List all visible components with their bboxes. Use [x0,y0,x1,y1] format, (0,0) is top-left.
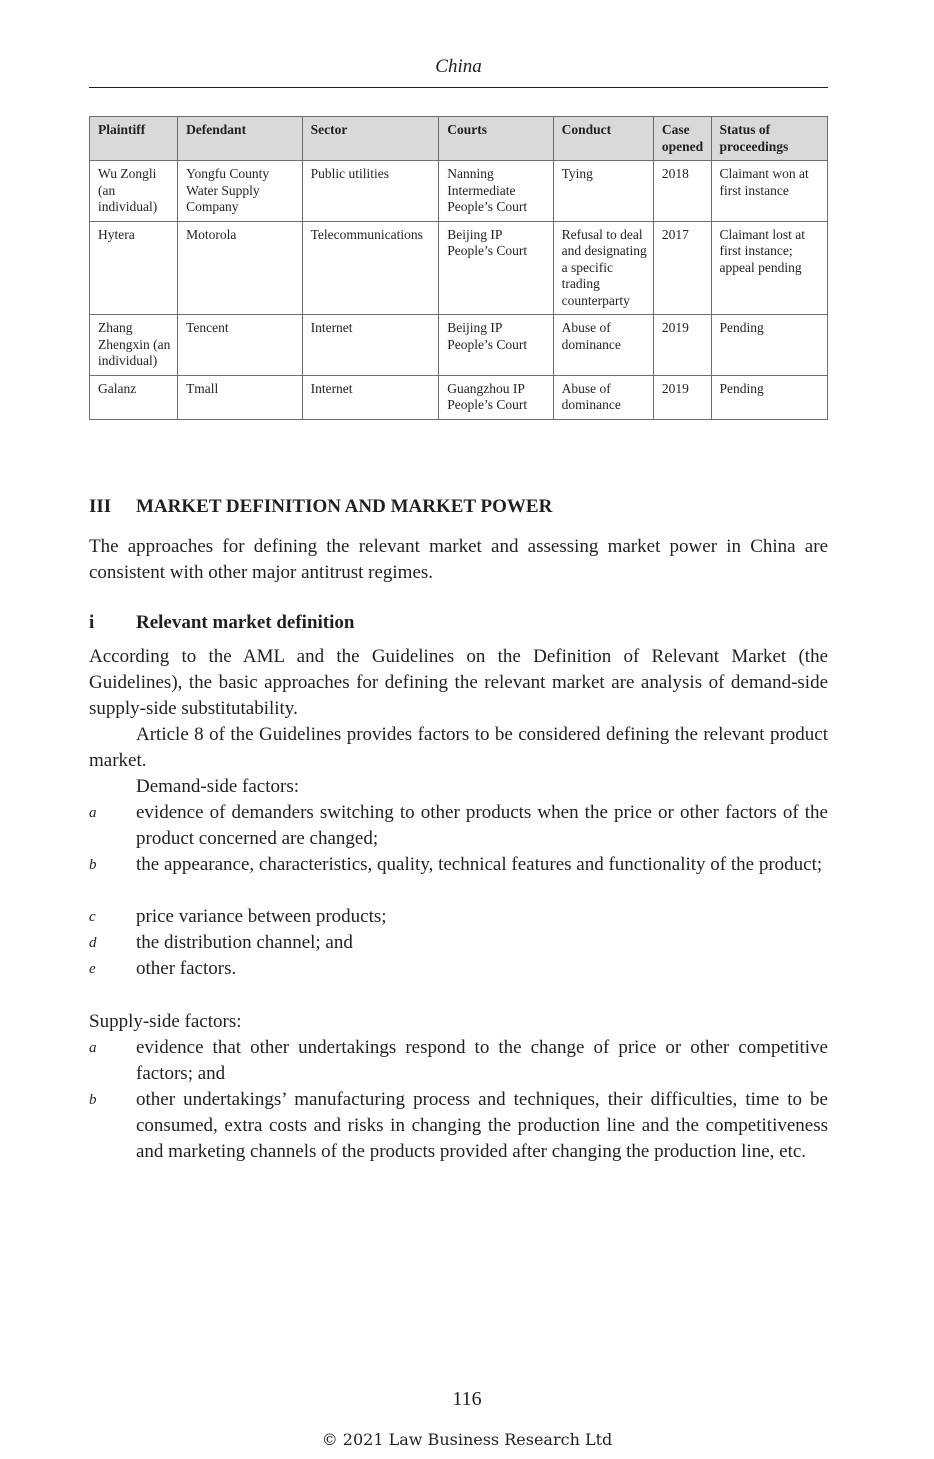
section-intro-paragraph: The approaches for defining the relevant market and assessing market power in China are consistent with other major antitrust regimes. [89,536,828,583]
list-item-text: the distribution channel; and [136,932,353,953]
table-cell: Refusal to deal and designating a specific trading counterparty [553,221,653,315]
table-cell: Claimant won at first instance [711,161,827,222]
subsection-number: i [89,612,95,633]
column-header-defendant: Defendant [178,117,303,161]
table-cell: 2018 [653,161,711,222]
table-cell: Motorola [178,221,303,315]
table-cell: Galanz [90,375,178,419]
column-header-status: Status of proceedings [711,117,827,161]
list-item-text: other factors. [136,958,237,979]
table-cell: Internet [302,315,439,376]
table-cell: Beijing IP People’s Court [439,221,553,315]
list-item-text: the appearance, characteristics, quality, technical features and functionality of the product; [136,854,823,875]
table-cell: Guangzhou IP People’s Court [439,375,553,419]
subsection-heading [89,612,354,634]
column-header-sector: Sector [302,117,439,161]
list-item [89,852,828,878]
table-header-row [90,117,828,161]
table-row [90,375,828,419]
table-cell: Public utilities [302,161,439,222]
cases-table [89,116,828,420]
table-row [90,161,828,222]
list-item [89,956,828,982]
list-marker: b [89,1092,97,1108]
table-cell: Telecommunications [302,221,439,315]
table-cell: Abuse of dominance [553,315,653,376]
list-item-text: evidence of demanders switching to other products when the price or other factors of the product concerned are changed; [136,802,828,849]
paragraph-guidelines: According to the AML and the Guidelines on the Definition of Relevant Market (the Guidelines), the basic approaches for defining the relevant market are analysis of demand-side supply-side substitutability. [89,646,828,719]
table-cell: Abuse of dominance [553,375,653,419]
table-cell: Claimant lost at first instance; appeal pending [711,221,827,315]
table-cell: Pending [711,315,827,376]
table-cell: Internet [302,375,439,419]
copyright-notice: © 2021 Law Business Research Ltd [321,1430,613,1449]
list-marker: b [89,857,97,873]
table-row [90,315,828,376]
column-header-courts: Courts [439,117,553,161]
column-header-plaintiff: Plaintiff [90,117,178,161]
section-title: MARKET DEFINITION AND MARKET POWER [136,496,553,517]
table-cell: Yongfu County Water Supply Company [178,161,303,222]
column-header-case-opened: Case opened [653,117,711,161]
table-cell: Tencent [178,315,303,376]
list-item [89,1087,828,1165]
section-number: III [89,496,112,517]
list-marker: d [89,935,97,951]
column-header-conduct: Conduct [553,117,653,161]
header-rule [89,87,828,88]
table-cell: Tying [553,161,653,222]
list-item [89,800,828,852]
list-marker: a [89,1040,97,1056]
subsection-title: Relevant market definition [136,612,355,633]
table-cell: 2017 [653,221,711,315]
list-marker: a [89,805,97,821]
paragraph-article-8: Article 8 of the Guidelines provides factors to be considered defining the relevant product market. [89,724,828,771]
list-item [89,930,828,956]
table-cell: 2019 [653,375,711,419]
table-cell: Nanning Intermediate People’s Court [439,161,553,222]
list-marker: e [89,961,96,977]
table-row [90,221,828,315]
table-cell: Tmall [178,375,303,419]
running-header: China [435,56,482,77]
table-cell: Hytera [90,221,178,315]
table-cell: 2019 [653,315,711,376]
table-cell: Wu Zongli (an individual) [90,161,178,222]
table-cell: Beijing IP People’s Court [439,315,553,376]
demand-side-label: Demand-side factors: [136,776,300,797]
list-item [89,1035,828,1087]
list-item-text: evidence that other undertakings respond to the change of price or other competitive factors; and [136,1037,828,1084]
list-item [89,904,828,930]
list-item-text: other undertakings’ manufacturing process and techniques, their difficulties, time to be consumed, extra costs and risks in changing the production line and the competitiveness and marketing channels of the products provided after changing the production line, etc. [136,1089,828,1162]
list-marker: c [89,909,96,925]
page-number: 116 [452,1388,482,1410]
table-cell: Zhang Zhengxin (an individual) [90,315,178,376]
list-item-text: price variance between products; [136,906,387,927]
section-heading [89,496,552,518]
supply-side-label: Supply-side factors: [89,1011,242,1032]
table-cell: Pending [711,375,827,419]
